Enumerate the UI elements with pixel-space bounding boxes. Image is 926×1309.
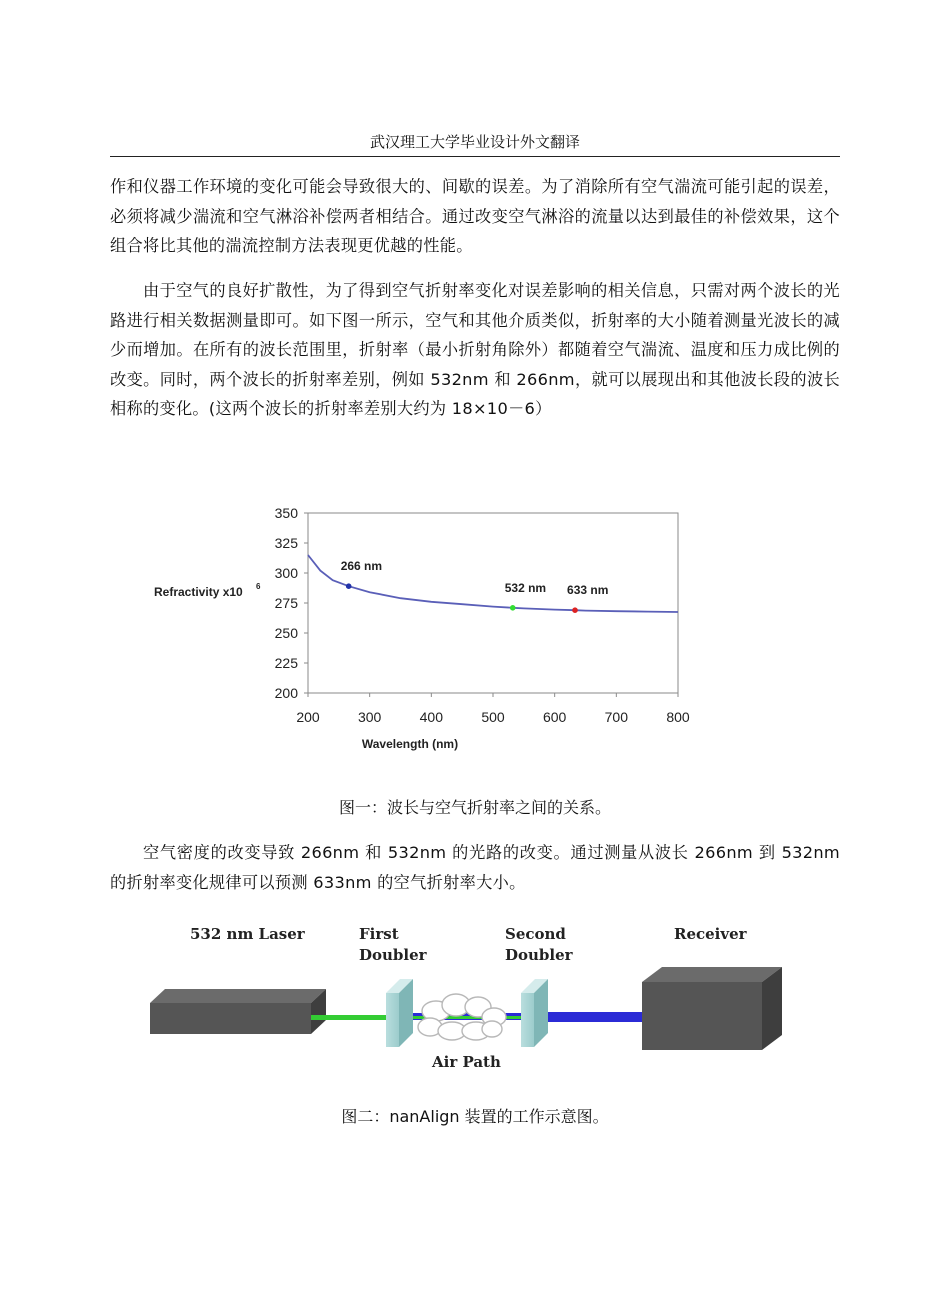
x-tick-label: 700 xyxy=(604,709,629,725)
y-tick-label: 225 xyxy=(274,655,298,671)
y-tick-label: 350 xyxy=(274,505,298,521)
x-tick-label: 800 xyxy=(666,709,690,725)
blue-beam-out xyxy=(538,1012,644,1022)
second-doubler-plate xyxy=(521,979,548,1047)
y-tick-label: 325 xyxy=(274,535,298,551)
paragraph-1: 作和仪器工作环境的变化可能会导致很大的、间歇的误差。为了消除所有空气湍流可能引起的误差，必须将减少湍流和空气淋浴补偿两者相结合。通过改变空气淋浴的流量以达到最佳的补偿效果，这个组合将比其他的湍流控制方法表现更优越的性能。 xyxy=(110,177,840,255)
x-axis-label: Wavelength (nm) xyxy=(361,737,459,751)
figure-1-caption: 图一：波长与空气折射率之间的关系。 xyxy=(338,798,611,817)
x-tick-label: 600 xyxy=(542,709,567,725)
data-point-633-nm xyxy=(572,607,578,613)
laser-box xyxy=(150,989,326,1034)
data-point-266-nm xyxy=(346,583,352,589)
data-label-633-nm: 633 nm xyxy=(567,583,609,598)
x-tick-label: 300 xyxy=(357,709,382,725)
receiver-box xyxy=(642,967,782,1050)
receiver-label: Receiver xyxy=(674,925,747,943)
air-path-label: Air Path xyxy=(432,1053,501,1071)
x-tick-label: 200 xyxy=(296,709,320,725)
first-doubler-label-2: Doubler xyxy=(359,946,427,964)
page-header-title: 武汉理工大学毕业设计外文翻译 xyxy=(369,133,580,151)
second-doubler-label-2: Doubler xyxy=(505,946,573,964)
header-rule xyxy=(110,156,840,157)
figure-2-caption: 图二：nanAlign 装置的工作示意图。 xyxy=(341,1107,609,1126)
y-axis-label: Refractivity x10 xyxy=(154,585,243,599)
y-tick-label: 300 xyxy=(274,565,298,581)
laser-label: 532 nm Laser xyxy=(190,925,305,943)
x-tick-label: 400 xyxy=(419,709,444,725)
plot-area xyxy=(308,513,678,693)
y-tick-label: 200 xyxy=(274,685,298,701)
x-tick-label: 500 xyxy=(481,709,505,725)
paragraph-3: 空气密度的改变导致 266nm 和 532nm 的光路的改变。通过测量从波长 266nm 到 532nm 的折射率变化规律可以预测 633nm 的空气折射率大小。 xyxy=(110,843,840,892)
y-axis-label-superscript: 6 xyxy=(256,582,261,591)
second-doubler-label-1: Second xyxy=(505,925,566,943)
green-beam xyxy=(311,1015,391,1020)
first-doubler-label-1: First xyxy=(359,925,399,943)
data-label-532-nm: 532 nm xyxy=(504,580,547,595)
refractivity-chart xyxy=(140,495,720,770)
y-tick-label: 275 xyxy=(274,595,298,611)
first-doubler-plate xyxy=(386,979,413,1047)
data-point-532-nm xyxy=(510,605,516,611)
data-label-266-nm: 266 nm xyxy=(340,559,383,574)
y-tick-label: 250 xyxy=(274,625,298,641)
nanalign-diagram xyxy=(140,915,800,1075)
paragraph-2: 由于空气的良好扩散性，为了得到空气折射率变化对误差影响的相关信息，只需对两个波长的光路进行相关数据测量即可。如下图一所示，空气和其他介质类似，折射率的大小随着测量光波长的减少而增加。在所有的波长范围里，折射率（最小折射角除外）都随着空气湍流、温度和压力成比例的改变。同时，两个波长的折射率差别，例如 532nm 和 266nm，就可以展现出和其他波长段的波长相称的变化。(这两个波长的折射率差别大约为 18×10－6） xyxy=(110,281,840,418)
